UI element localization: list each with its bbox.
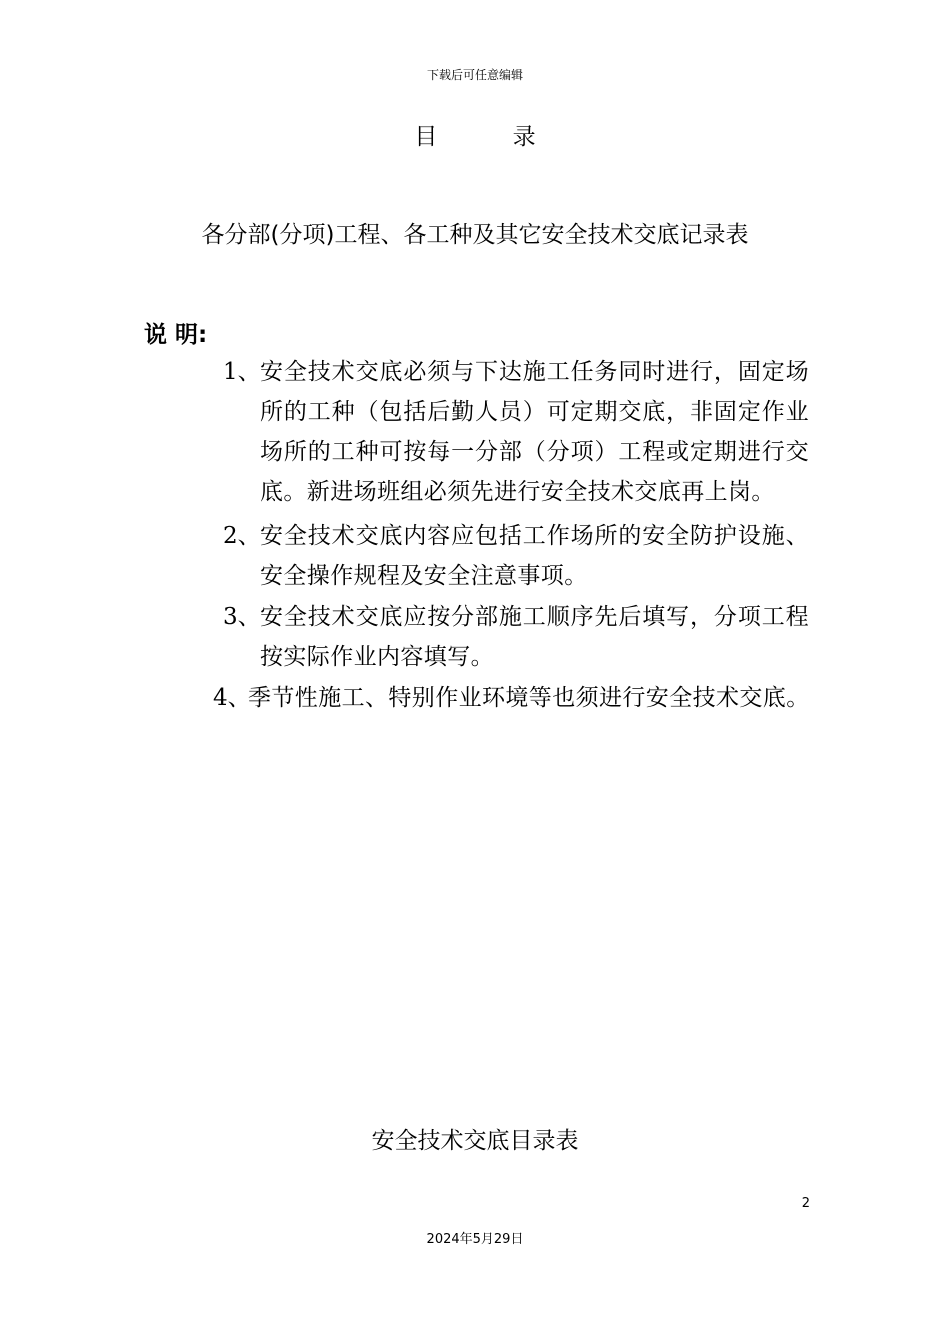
note-number: 1、	[223, 359, 261, 385]
note-text: 安全技术交底必须与下达施工任务同时进行，固定场所的工种（包括后勤人员）可定期交底，非固定作业场所的工种可按每一分部（分项）工程或定期进行交底。新进场班组必须先进行安全技术交底再上岗。	[260, 359, 809, 505]
header-note: 下载后可任意编辑	[426, 68, 523, 82]
note-item-2	[223, 516, 809, 596]
note-text: 安全技术交底内容应包括工作场所的安全防护设施、安全操作规程及安全注意事项。	[260, 523, 809, 589]
footer-date: 2024年5月29日	[426, 1232, 524, 1247]
note-number: 2、	[223, 523, 261, 549]
document-title: 目 录	[414, 124, 570, 150]
note-item-1	[223, 352, 809, 512]
note-item-4	[213, 678, 828, 718]
document-subtitle: 各分部(分项)工程、各工种及其它安全技术交底记录表	[201, 222, 749, 248]
note-number: 4、	[213, 685, 251, 711]
page-number: 2	[801, 1196, 810, 1211]
table-title: 安全技术交底目录表	[371, 1128, 579, 1154]
note-number: 3、	[223, 604, 261, 630]
note-text: 季节性施工、特别作业环境等也须进行安全技术交底。	[248, 685, 810, 711]
note-text: 安全技术交底应按分部施工顺序先后填写，分项工程按实际作业内容填写。	[260, 604, 809, 670]
notes-heading: 说 明:	[144, 322, 208, 348]
note-item-3	[223, 597, 809, 677]
